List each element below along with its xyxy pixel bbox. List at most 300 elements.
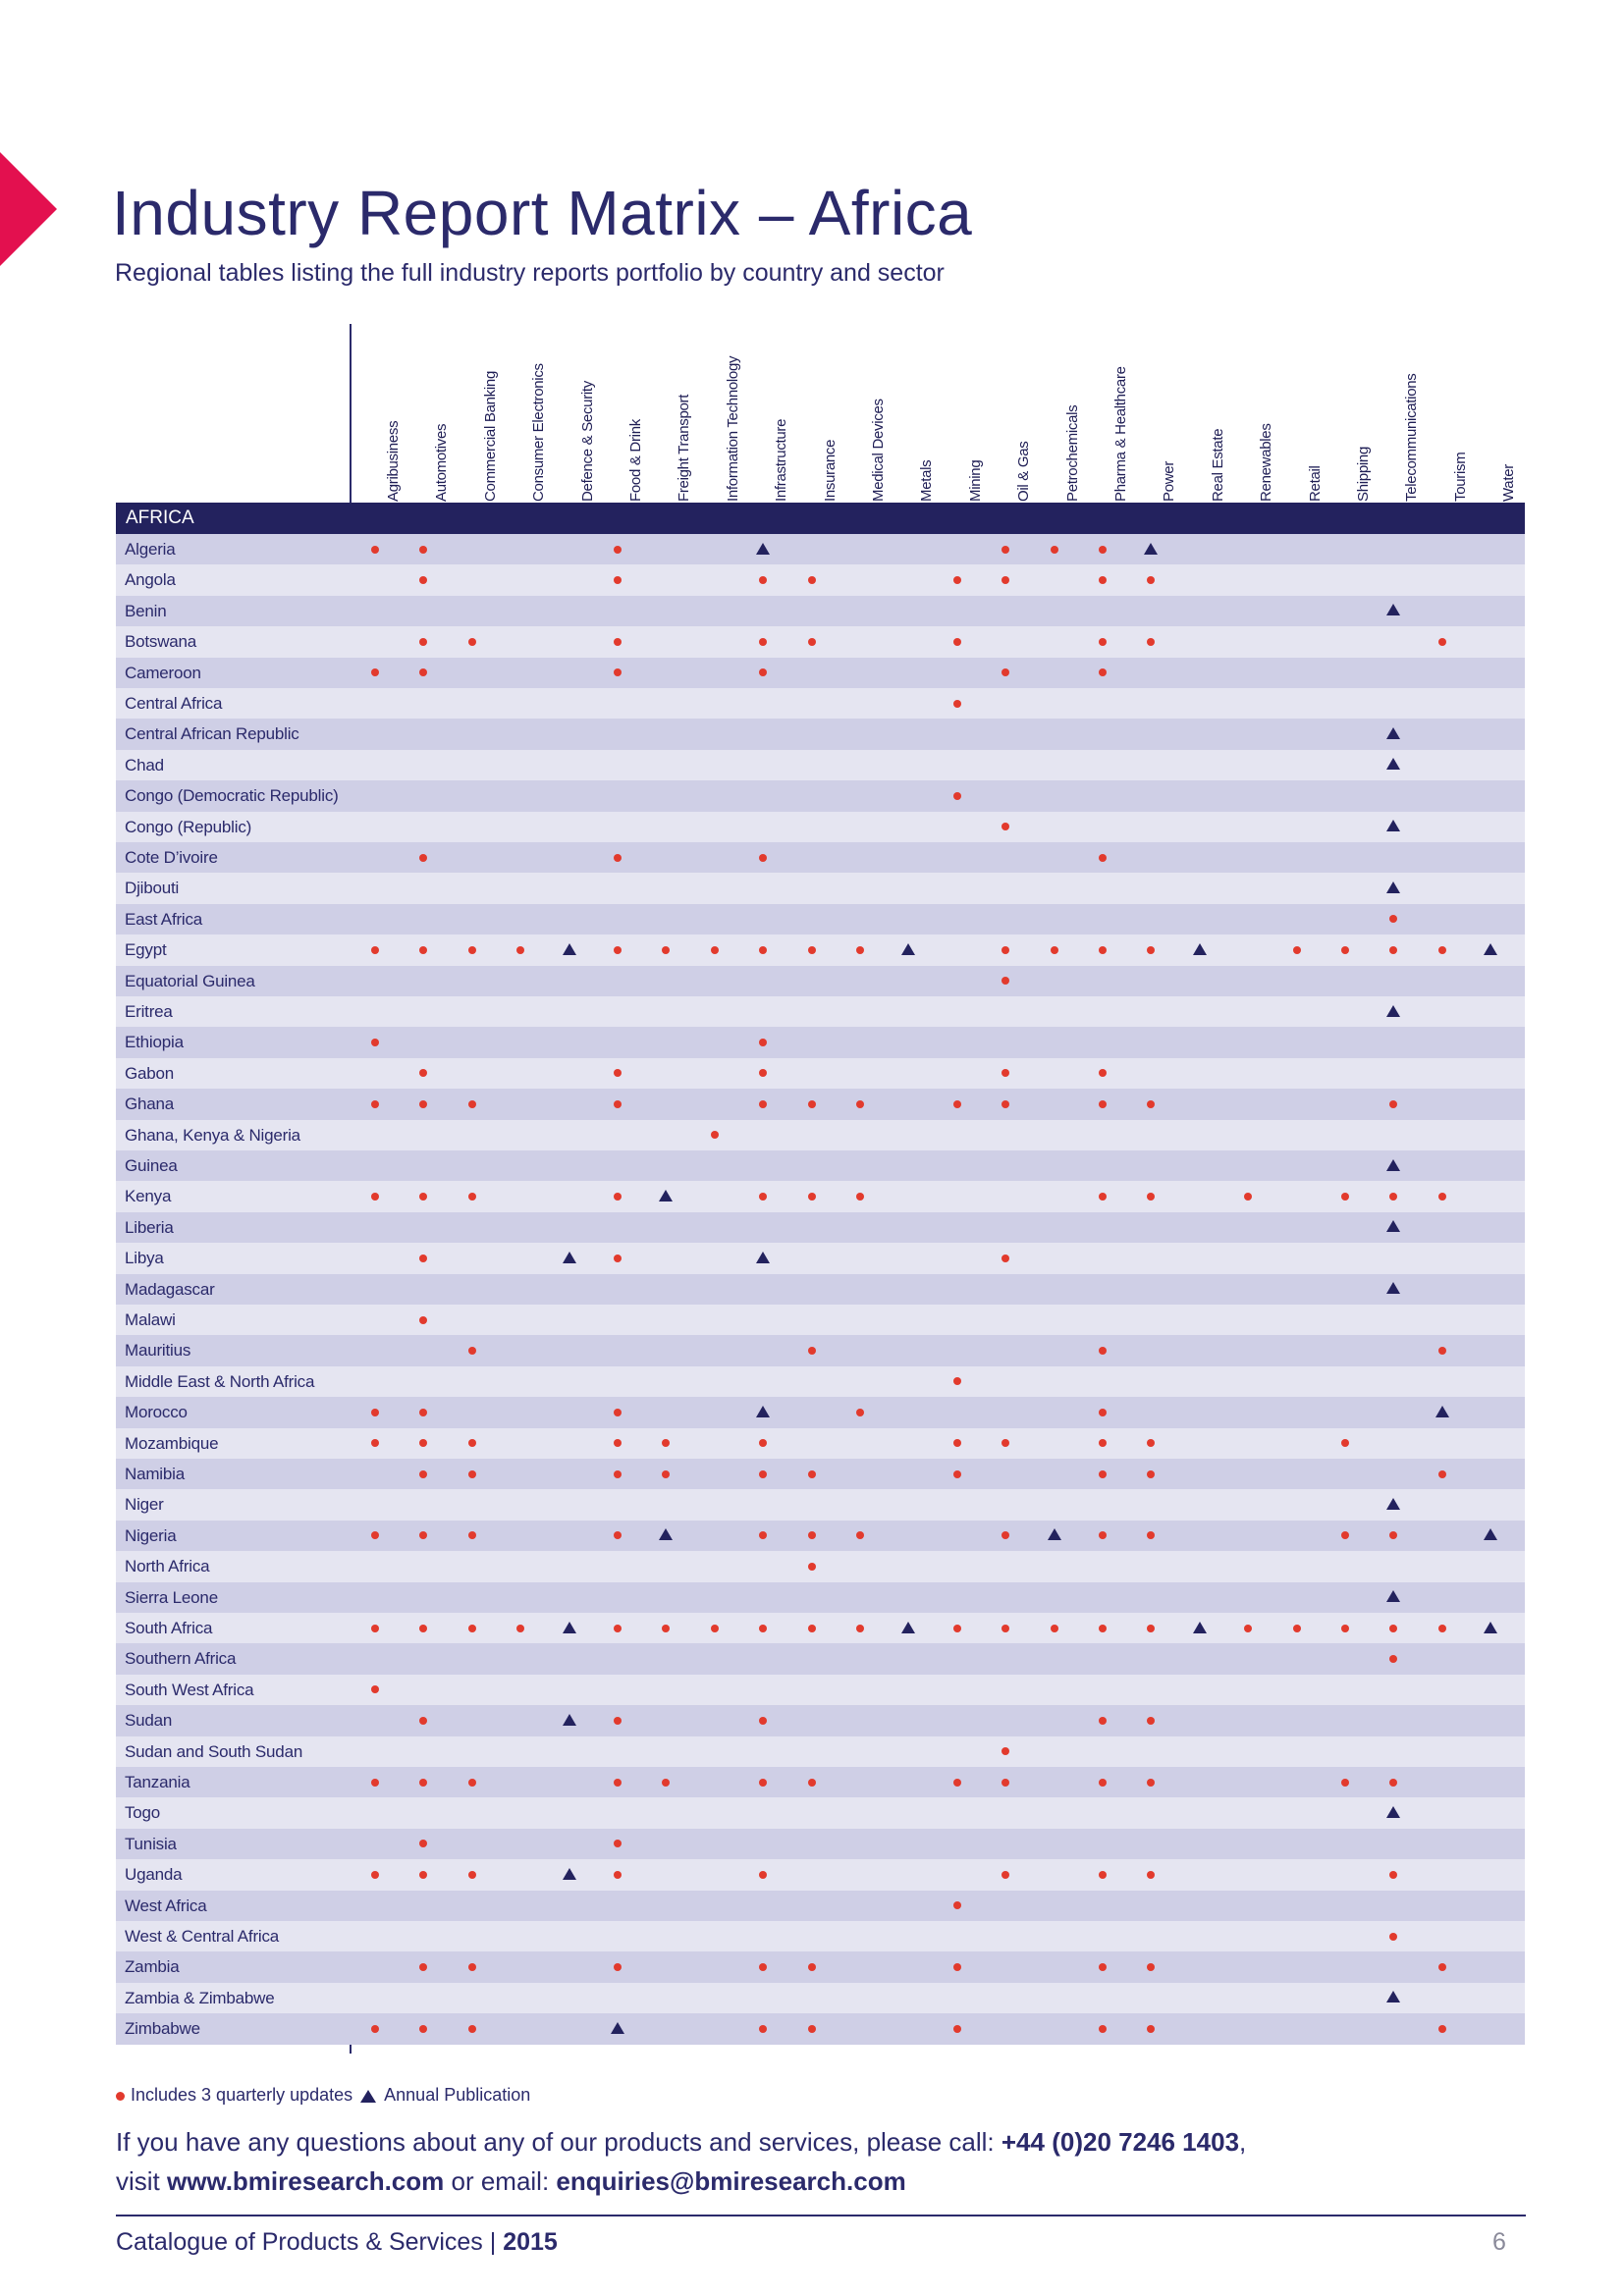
table-row <box>116 1459 1525 1489</box>
matrix-cell <box>351 1521 400 1551</box>
matrix-cell <box>1321 1181 1370 1211</box>
table-row <box>116 1736 1525 1767</box>
column-header <box>738 320 790 502</box>
quarterly-dot-icon <box>371 1625 379 1632</box>
matrix-cell <box>1418 1613 1467 1643</box>
matrix-cell <box>1321 1767 1370 1797</box>
column-header-label: Retail <box>1306 465 1324 502</box>
table-row <box>116 534 1525 564</box>
quarterly-dot-icon <box>759 854 767 862</box>
matrix-cell <box>1418 1397 1467 1427</box>
contact-line-2 <box>116 2162 1246 2201</box>
quarterly-dot-icon <box>856 1193 864 1201</box>
quarterly-dot-icon <box>1051 946 1058 954</box>
matrix-cell <box>1078 842 1127 873</box>
table-row <box>116 1643 1525 1674</box>
quarterly-dot-icon <box>468 1779 476 1787</box>
quarterly-dot-icon <box>1099 576 1107 584</box>
column-header <box>690 320 739 501</box>
quarterly-dot-icon <box>371 546 379 554</box>
table-row <box>116 1428 1525 1459</box>
quarterly-dot-icon <box>1001 1439 1009 1447</box>
quarterly-dot-icon <box>1001 1779 1009 1787</box>
quarterly-dot-icon <box>759 946 767 954</box>
matrix-cell <box>1126 626 1175 657</box>
country-name: Botswana <box>125 632 197 652</box>
quarterly-dot-icon <box>1147 2025 1155 2033</box>
quarterly-dot-icon <box>1438 1963 1446 1971</box>
annual-triangle-icon <box>1386 1498 1400 1510</box>
footer-catalogue-text: Catalogue of Products & Services | <box>116 2228 504 2256</box>
contact-comma: , <box>1239 2127 1247 2157</box>
matrix-cell <box>448 1089 497 1119</box>
matrix-cell <box>1272 1613 1322 1643</box>
matrix-cell <box>641 1181 690 1211</box>
matrix-cell <box>690 934 739 965</box>
matrix-cell <box>1272 934 1322 965</box>
matrix-cell <box>787 1521 837 1551</box>
quarterly-dot-icon <box>371 1439 379 1447</box>
matrix-cell <box>399 1767 448 1797</box>
column-header <box>933 320 982 501</box>
matrix-cell <box>981 1058 1030 1089</box>
quarterly-dot-icon <box>856 1625 864 1632</box>
matrix-cell <box>641 1613 690 1643</box>
quarterly-dot-icon <box>759 1069 767 1077</box>
footer-divider <box>116 2215 1526 2216</box>
quarterly-dot-icon <box>953 2025 961 2033</box>
matrix-cell <box>1175 1613 1224 1643</box>
quarterly-dot-icon <box>614 1409 622 1416</box>
quarterly-dot-icon <box>1389 1100 1397 1108</box>
quarterly-dot-icon <box>953 700 961 708</box>
matrix-cell <box>787 1459 837 1489</box>
matrix-cell <box>933 1089 982 1119</box>
quarterly-dot-icon <box>1341 1779 1349 1787</box>
matrix-cell <box>1078 1058 1127 1089</box>
quarterly-dot-icon <box>1389 1933 1397 1941</box>
quarterly-dot-icon <box>1147 576 1155 584</box>
annual-triangle-icon <box>1193 1622 1207 1633</box>
matrix-cell <box>1078 534 1127 564</box>
table-row <box>116 1120 1525 1150</box>
table-row <box>116 1859 1525 1890</box>
matrix-cell <box>1078 1521 1127 1551</box>
quarterly-dot-icon <box>662 1439 670 1447</box>
table-row <box>116 904 1525 934</box>
quarterly-dot-icon <box>614 1100 622 1108</box>
annual-triangle-icon <box>1484 1622 1497 1633</box>
country-name: Namibia <box>125 1465 185 1483</box>
quarterly-dot-icon <box>953 1470 961 1478</box>
matrix-cell <box>1126 934 1175 965</box>
table-row <box>116 1397 1525 1427</box>
quarterly-dot-icon <box>468 1531 476 1539</box>
column-header <box>836 320 885 501</box>
quarterly-dot-icon <box>614 1625 622 1632</box>
quarterly-dot-icon <box>856 1409 864 1416</box>
page-number: 6 <box>1492 2228 1506 2256</box>
quarterly-dot-icon <box>1147 1871 1155 1879</box>
column-header <box>593 320 642 501</box>
matrix-cell <box>448 1521 497 1551</box>
triangle-legend-icon <box>360 2090 376 2103</box>
quarterly-dot-icon <box>1389 946 1397 954</box>
country-name: Uganda <box>125 1865 183 1885</box>
matrix-cell <box>1369 1274 1418 1305</box>
matrix-cell <box>1126 1459 1175 1489</box>
quarterly-dot-icon <box>614 1840 622 1847</box>
quarterly-dot-icon <box>468 638 476 646</box>
table-row <box>116 1305 1525 1335</box>
matrix-cell <box>933 1767 982 1797</box>
matrix-cell <box>1418 1335 1467 1365</box>
quarterly-dot-icon <box>1147 1717 1155 1725</box>
contact-email-text: or email: <box>444 2166 557 2196</box>
matrix-cell <box>545 1859 594 1890</box>
quarterly-dot-icon <box>1099 1439 1107 1447</box>
matrix-cell <box>1078 1397 1127 1427</box>
matrix-cell <box>448 1335 497 1365</box>
quarterly-dot-icon <box>1147 1625 1155 1632</box>
annual-triangle-icon <box>1386 1991 1400 2002</box>
country-name: Sudan and South Sudan <box>125 1741 303 1761</box>
column-header <box>1126 320 1178 502</box>
accent-marker-triangle <box>0 152 57 266</box>
matrix-cell <box>981 1089 1030 1119</box>
matrix-cell <box>1030 934 1079 965</box>
quarterly-dot-icon <box>1341 1625 1349 1632</box>
quarterly-dot-icon <box>1001 946 1009 954</box>
matrix-cell <box>399 564 448 595</box>
matrix-cell <box>1369 1521 1418 1551</box>
matrix-cell <box>593 1089 642 1119</box>
matrix-cell <box>1175 934 1224 965</box>
matrix-cell <box>399 842 448 873</box>
matrix-cell <box>933 1613 982 1643</box>
matrix-cell <box>933 688 982 719</box>
table-row <box>116 1366 1525 1397</box>
country-name: West Africa <box>125 1896 207 1915</box>
country-name: Egypt <box>125 940 167 960</box>
column-header-label: Agribusiness <box>385 420 402 502</box>
matrix-cell <box>787 1613 837 1643</box>
quarterly-dot-icon <box>1001 1069 1009 1077</box>
matrix-cell <box>933 1891 982 1921</box>
matrix-cell <box>1030 534 1079 564</box>
matrix-cell <box>981 1613 1030 1643</box>
matrix-cell <box>399 1305 448 1335</box>
column-header-label: Commercial Banking <box>481 371 499 502</box>
country-name: Zambia <box>125 1957 180 1977</box>
quarterly-dot-icon <box>614 1255 622 1262</box>
matrix-cell <box>1369 1767 1418 1797</box>
quarterly-dot-icon <box>371 1685 379 1693</box>
quarterly-dot-icon <box>759 668 767 676</box>
matrix-cell <box>738 1951 787 1982</box>
quarterly-dot-icon <box>953 1779 961 1787</box>
matrix-cell <box>351 1397 400 1427</box>
quarterly-dot-icon <box>1099 1779 1107 1787</box>
quarterly-dot-icon <box>662 1470 670 1478</box>
country-name: Morocco <box>125 1403 188 1422</box>
matrix-cell <box>593 1705 642 1735</box>
column-header-label: Information Technology <box>724 355 741 502</box>
quarterly-dot-icon <box>662 1779 670 1787</box>
annual-triangle-icon <box>1435 1406 1449 1417</box>
matrix-cell <box>1126 1705 1175 1735</box>
matrix-cell <box>1369 1921 1418 1951</box>
matrix-cell <box>933 1951 982 1982</box>
quarterly-dot-icon <box>371 946 379 954</box>
quarterly-dot-icon <box>1147 638 1155 646</box>
matrix-cell <box>1078 1428 1127 1459</box>
matrix-cell <box>1369 1150 1418 1181</box>
annual-triangle-icon <box>901 1622 915 1633</box>
quarterly-dot-icon <box>856 946 864 954</box>
quarterly-dot-icon <box>468 946 476 954</box>
matrix-cell <box>1223 1181 1272 1211</box>
matrix-cell <box>399 1181 448 1211</box>
matrix-cell <box>351 1428 400 1459</box>
phone-number[interactable]: +44 (0)20 7246 1403 <box>1001 2127 1240 2157</box>
quarterly-dot-icon <box>1099 1717 1107 1725</box>
matrix-cell <box>593 1459 642 1489</box>
website-link[interactable]: www.bmiresearch.com <box>167 2166 445 2196</box>
quarterly-dot-icon <box>856 1531 864 1539</box>
matrix-cell <box>933 1428 982 1459</box>
quarterly-dot-icon <box>1389 1779 1397 1787</box>
matrix-cell <box>1078 1459 1127 1489</box>
matrix-cell <box>738 564 787 595</box>
table-row <box>116 564 1525 595</box>
annual-triangle-icon <box>1386 1590 1400 1602</box>
matrix-cell <box>1418 934 1467 965</box>
matrix-cell <box>1369 1489 1418 1520</box>
quarterly-dot-icon <box>759 1625 767 1632</box>
quarterly-dot-icon <box>614 1717 622 1725</box>
quarterly-dot-icon <box>759 1717 767 1725</box>
quarterly-dot-icon <box>1099 1531 1107 1539</box>
matrix-cell <box>787 626 837 657</box>
matrix-cell <box>738 1089 787 1119</box>
quarterly-dot-icon <box>808 638 816 646</box>
quarterly-dot-icon <box>759 1100 767 1108</box>
quarterly-dot-icon <box>516 1625 524 1632</box>
matrix-cell <box>593 534 642 564</box>
quarterly-dot-icon <box>516 946 524 954</box>
matrix-cell <box>1126 1859 1175 1890</box>
matrix-cell <box>787 2013 837 2044</box>
quarterly-dot-icon <box>371 1039 379 1046</box>
quarterly-dot-icon <box>1099 1871 1107 1879</box>
quarterly-dot-icon <box>1099 1193 1107 1201</box>
matrix-cell <box>641 934 690 965</box>
quarterly-dot-icon <box>856 1100 864 1108</box>
country-name: West & Central Africa <box>125 1927 280 1946</box>
matrix-cell <box>836 1521 885 1551</box>
quarterly-dot-icon <box>1438 946 1446 954</box>
matrix-cell <box>448 1767 497 1797</box>
matrix-cell <box>981 1767 1030 1797</box>
matrix-cell <box>399 1397 448 1427</box>
column-header <box>545 320 594 501</box>
country-name: Zambia & Zimbabwe <box>125 1988 275 2007</box>
country-name: Congo (Republic) <box>125 817 252 836</box>
matrix-cell <box>399 1058 448 1089</box>
matrix-cell <box>593 1243 642 1273</box>
table-row <box>116 1829 1525 1859</box>
table-row <box>116 1797 1525 1828</box>
quarterly-dot-icon <box>808 2025 816 2033</box>
quarterly-dot-icon <box>953 638 961 646</box>
table-row <box>116 626 1525 657</box>
annual-triangle-icon <box>1484 943 1497 955</box>
quarterly-dot-icon <box>1099 668 1107 676</box>
matrix-cell <box>593 1521 642 1551</box>
table-row <box>116 2013 1525 2044</box>
quarterly-dot-icon <box>419 576 427 584</box>
quarterly-dot-icon <box>614 1439 622 1447</box>
email-link[interactable]: enquiries@bmiresearch.com <box>556 2166 906 2196</box>
table-row <box>116 1951 1525 1982</box>
table-row <box>116 1521 1525 1551</box>
matrix-cell <box>787 1551 837 1581</box>
matrix-cell <box>351 1181 400 1211</box>
matrix-cell <box>1369 996 1418 1027</box>
matrix-cell <box>1078 1613 1127 1643</box>
matrix-cell <box>448 1951 497 1982</box>
table-row <box>116 1274 1525 1305</box>
quarterly-dot-icon <box>419 1439 427 1447</box>
matrix-cell <box>933 626 982 657</box>
country-name: Angola <box>125 570 176 590</box>
country-name: Liberia <box>125 1217 174 1237</box>
annual-triangle-icon <box>756 543 770 555</box>
matrix-cell <box>738 1027 787 1057</box>
quarterly-dot-icon <box>1001 823 1009 830</box>
annual-triangle-icon <box>1048 1528 1061 1540</box>
quarterly-dot-icon <box>614 638 622 646</box>
matrix-cell <box>351 1613 400 1643</box>
column-header <box>399 320 451 502</box>
country-name: Southern Africa <box>125 1649 237 1669</box>
country-name: Mauritius <box>125 1341 191 1361</box>
matrix-cell <box>787 1181 837 1211</box>
matrix-cell <box>448 2013 497 2044</box>
matrix-cell <box>448 1859 497 1890</box>
matrix-cell <box>1078 1089 1127 1119</box>
matrix-cell <box>1078 564 1127 595</box>
matrix-cell <box>1126 1521 1175 1551</box>
quarterly-dot-icon <box>419 546 427 554</box>
matrix-cell <box>399 534 448 564</box>
quarterly-dot-icon <box>759 1039 767 1046</box>
matrix-cell <box>351 1859 400 1890</box>
quarterly-dot-icon <box>808 1470 816 1478</box>
matrix-cell <box>399 1705 448 1735</box>
matrix-cell <box>933 2013 982 2044</box>
quarterly-dot-icon <box>1147 1193 1155 1201</box>
quarterly-dot-icon <box>808 1963 816 1971</box>
column-header <box>641 320 693 502</box>
quarterly-dot-icon <box>1389 1655 1397 1663</box>
matrix-cell <box>981 1859 1030 1890</box>
matrix-cell <box>1369 596 1418 626</box>
matrix-cell <box>738 658 787 688</box>
matrix-cell <box>593 1181 642 1211</box>
matrix-cell <box>593 626 642 657</box>
quarterly-dot-icon <box>614 1871 622 1879</box>
matrix-cell <box>399 1829 448 1859</box>
matrix-cell <box>884 1613 933 1643</box>
annual-triangle-icon <box>659 1528 673 1540</box>
quarterly-dot-icon <box>419 946 427 954</box>
matrix-cell <box>448 1428 497 1459</box>
matrix-cell <box>399 1428 448 1459</box>
quarterly-dot-icon <box>1099 854 1107 862</box>
quarterly-dot-icon <box>1293 946 1301 954</box>
matrix-cell <box>1369 1582 1418 1613</box>
matrix-cell <box>1078 1951 1127 1982</box>
country-name: Ethiopia <box>125 1033 184 1052</box>
quarterly-dot-icon <box>1051 1625 1058 1632</box>
table-row <box>116 1243 1525 1273</box>
column-header <box>351 320 400 501</box>
quarterly-dot-icon <box>953 1963 961 1971</box>
column-header-label: Tourism <box>1451 452 1469 502</box>
matrix-cell <box>1078 658 1127 688</box>
matrix-cell <box>738 1428 787 1459</box>
matrix-cell <box>1078 1705 1127 1735</box>
country-name: Libya <box>125 1249 164 1268</box>
annual-triangle-icon <box>563 1868 576 1880</box>
table-row <box>116 873 1525 903</box>
matrix-cell <box>1369 812 1418 842</box>
matrix-cell <box>1126 1767 1175 1797</box>
matrix-cell <box>593 934 642 965</box>
quarterly-dot-icon <box>468 1871 476 1879</box>
quarterly-dot-icon <box>759 1963 767 1971</box>
quarterly-dot-icon <box>1099 1347 1107 1355</box>
country-name: Malawi <box>125 1310 176 1329</box>
country-name: Tanzania <box>125 1773 190 1791</box>
matrix-cell <box>1369 750 1418 780</box>
quarterly-dot-icon <box>1389 1193 1397 1201</box>
quarterly-dot-icon <box>1438 1193 1446 1201</box>
matrix-cell <box>933 1366 982 1397</box>
quarterly-dot-icon <box>419 1470 427 1478</box>
quarterly-dot-icon <box>808 946 816 954</box>
quarterly-dot-icon <box>759 1779 767 1787</box>
table-row <box>116 812 1525 842</box>
matrix-cell <box>981 812 1030 842</box>
column-header-label: Water <box>1500 464 1518 502</box>
quarterly-dot-icon <box>1293 1625 1301 1632</box>
table-row <box>116 1921 1525 1951</box>
quarterly-dot-icon <box>1099 1963 1107 1971</box>
matrix-cell <box>399 658 448 688</box>
country-name: Gabon <box>125 1063 175 1083</box>
quarterly-dot-icon <box>662 946 670 954</box>
table-row <box>116 750 1525 780</box>
table-row <box>116 780 1525 811</box>
column-header-label: Consumer Electronics <box>530 363 548 502</box>
column-header <box>1272 320 1322 501</box>
table-row <box>116 1058 1525 1089</box>
quarterly-dot-icon <box>614 668 622 676</box>
quarterly-dot-icon <box>1438 1347 1446 1355</box>
